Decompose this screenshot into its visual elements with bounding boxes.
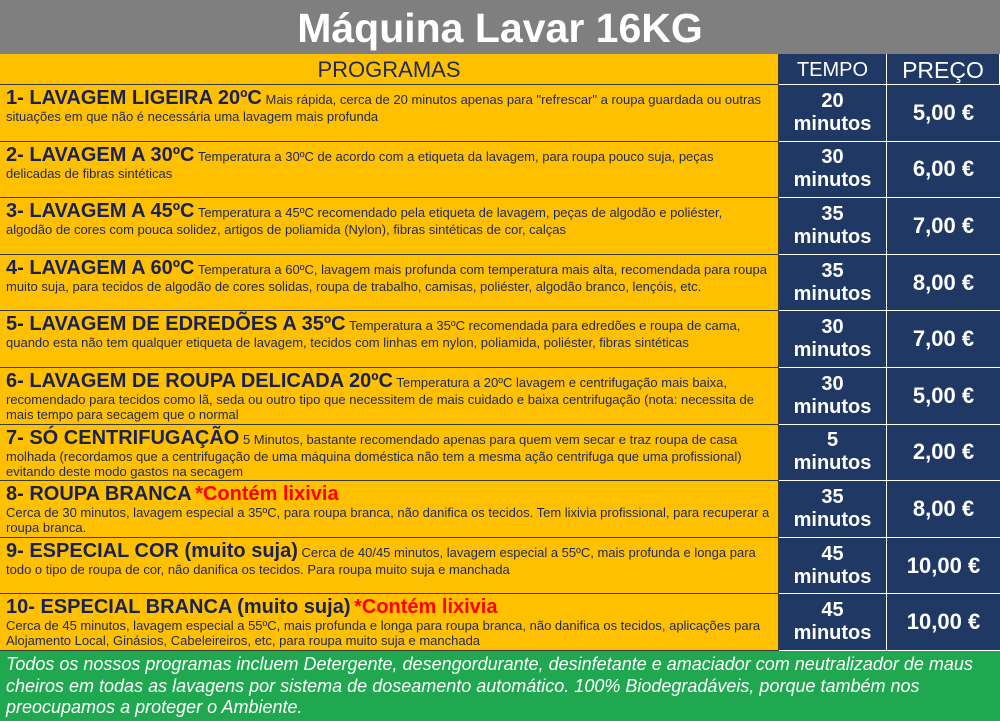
program-price: 5,00 € <box>887 85 1000 142</box>
program-name: 1- LAVAGEM LIGEIRA 20ºC <box>6 87 262 109</box>
program-price: 8,00 € <box>887 481 1000 538</box>
header-tempo: TEMPO <box>779 54 887 85</box>
program-price: 10,00 € <box>887 538 1000 595</box>
time-unit: minutos <box>793 452 872 475</box>
program-price: 8,00 € <box>887 255 1000 312</box>
program-cell <box>0 594 779 651</box>
time-value: 30 <box>821 316 844 339</box>
program-name: 2- LAVAGEM A 30ºC <box>6 143 195 166</box>
program-name: 5- LAVAGEM DE EDREDÕES A 35ºC <box>6 313 346 336</box>
program-name: 6- LAVAGEM DE ROUPA DELICADA 20ºC <box>6 369 393 392</box>
header-preco: PREÇO <box>887 54 1000 85</box>
program-name: 8- ROUPA BRANCA <box>6 483 192 506</box>
program-price: 7,00 € <box>887 311 1000 368</box>
program-price: 10,00 € <box>887 594 1000 651</box>
program-description: Cerca de 40/45 minutos, lavagem especial a 55ºC, mais profunda e longa para todo o tipo de roupa de cor, não danifica os tecidos. Para roupa muito suja e manchada <box>6 544 756 577</box>
time-value: 35 <box>821 202 844 225</box>
time-value: 30 <box>821 372 844 395</box>
programs-table <box>0 54 1000 651</box>
program-description: Cerca de 30 minutos, lavagem especial a 35ºC, para roupa branca, não danifica os tecidos. Tem lixivia profissional, para recuperar a roupa branca. <box>6 505 770 536</box>
program-cell <box>0 425 779 482</box>
time-unit: minutos <box>793 508 872 531</box>
bleach-warning: *Contém lixivia <box>195 483 339 506</box>
program-price: 5,00 € <box>887 368 1000 425</box>
time-unit: minutos <box>793 565 872 588</box>
page-title: Máquina Lavar 16KG <box>0 0 1000 54</box>
program-description: Temperatura a 60ºC, lavagem mais profunda com temperatura mais alta, recomendada para roupa muito suja, para tecidos de algodão de cores solidas, roupa de trabalho, camisas, poliéster, algodão branco, lençóis, etc. <box>6 261 767 294</box>
time-value: 20 <box>821 89 844 112</box>
time-unit: minutos <box>793 225 872 248</box>
program-description: Cerca de 45 minutos, lavagem especial a 55ºC, mais profunda e longa para roupa branca, não danifica os tecidos, aplicações para Alojamento Local, Ginásios, Cabeleireiros, etc, para roupa muito suja e manchada <box>6 618 761 649</box>
program-time <box>779 594 887 651</box>
time-unit: minutos <box>793 395 872 418</box>
program-name: 7- SÓ CENTRIFUGAÇÃO <box>6 426 240 449</box>
program-description: 5 Minutos, bastante recomendado apenas para quem vem secar e traz roupa de casa molhada (recordamos que a centrifugação de uma máquina doméstica não tem a mesma ação centrifuga que uma profissional) evitando deste modo gastos na secagem <box>6 431 742 479</box>
time-value: 45 <box>821 599 844 622</box>
program-time <box>779 538 887 595</box>
program-cell <box>0 142 779 199</box>
time-unit: minutos <box>793 282 872 305</box>
program-name: 3- LAVAGEM A 45ºC <box>6 200 195 223</box>
program-time <box>779 368 887 425</box>
program-description: Temperatura a 30ºC de acordo com a etiqueta da lavagem, para roupa pouco suja, peças delicadas de fibras sintéticas <box>6 148 714 181</box>
program-cell <box>0 85 779 142</box>
program-time <box>779 142 887 199</box>
program-price: 2,00 € <box>887 425 1000 482</box>
program-time <box>779 255 887 312</box>
program-description: Temperatura a 35ºC recomendada para edredões e roupa de cama, quando esta não tem qualquer etiqueta de lavagem, tecidos com linhas em nylon, poliamida, poliéster, fibras sintéticas <box>6 318 741 351</box>
program-name: 10- ESPECIAL BRANCA (muito suja) <box>6 596 351 619</box>
program-cell <box>0 538 779 595</box>
program-cell <box>0 368 779 425</box>
program-price: 7,00 € <box>887 198 1000 255</box>
program-description: Temperatura a 45ºC recomendado pela etiqueta de lavagem, peças de algodão e poliéster, algodão de cores com pouca solidez, artigos de poliamida (Nylon), fibras sintéticas de cor, calças <box>6 205 723 238</box>
time-value: 5 <box>826 429 839 452</box>
program-cell <box>0 311 779 368</box>
time-value: 45 <box>821 542 844 565</box>
program-time <box>779 481 887 538</box>
time-unit: minutos <box>793 622 872 645</box>
bleach-warning: *Contém lixivia <box>354 596 498 619</box>
program-description: Temperatura a 20ºC lavagem e centrifugação mais baixa, recomendado para tecidos como lã, seda ou outro tipo que necessitem de mais cuidado e baixa centrifugação (nota: necessita de mais tempo para secagem que o normal <box>6 374 754 422</box>
program-description: Mais rápida, cerca de 20 minutos apenas para "refrescar" a roupa guardada ou outras situações em que não é necessária uma lavagem mais profunda <box>6 92 762 124</box>
program-time <box>779 198 887 255</box>
program-name: 9- ESPECIAL COR (muito suja) <box>6 539 298 562</box>
program-time <box>779 425 887 482</box>
time-unit: minutos <box>793 169 872 192</box>
program-cell <box>0 481 779 538</box>
time-unit: minutos <box>793 339 872 362</box>
header-programas: PROGRAMAS <box>0 54 779 85</box>
program-cell <box>0 255 779 312</box>
time-unit: minutos <box>793 112 872 135</box>
program-price: 6,00 € <box>887 142 1000 199</box>
footer-note: Todos os nossos programas incluem Detergente, desengordurante, desinfetante e amaciador com neutralizador de maus cheiros em todas as lavagens por sistema de doseamento automático. 100% Biodegradáveis, porque também nos preocupamos a proteger o Ambiente. <box>0 651 1000 721</box>
program-time <box>779 85 887 142</box>
time-value: 35 <box>821 259 844 282</box>
time-value: 30 <box>821 146 844 169</box>
time-value: 35 <box>821 485 844 508</box>
program-cell <box>0 198 779 255</box>
program-name: 4- LAVAGEM A 60ºC <box>6 256 195 279</box>
program-time <box>779 311 887 368</box>
